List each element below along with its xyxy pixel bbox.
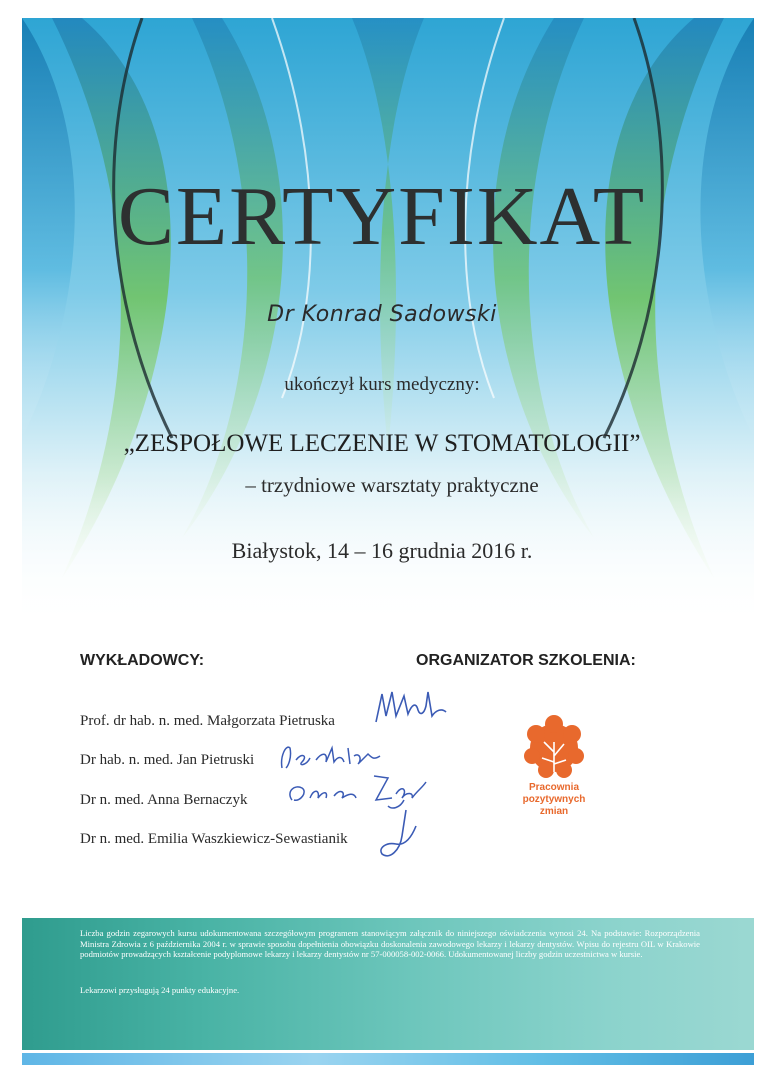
signature-icon (376, 806, 422, 866)
svg-text:pozytywnych: pozytywnych (522, 794, 586, 805)
organizer-logo (518, 712, 590, 824)
course-name: „ZESPOŁOWE LECZENIE W STOMATOLOGII” (123, 430, 641, 457)
organizer-heading: ORGANIZATOR SZKOLENIA: (416, 652, 636, 669)
certificate-title: CERTYFIKAT (117, 170, 647, 263)
course-subtitle: – trzydniowe warsztaty praktyczne (245, 473, 539, 497)
lecturer-name: Dr n. med. Emilia Waszkiewicz-Sewastianik (80, 831, 348, 847)
signature-icon (276, 738, 386, 774)
lecturer-name: Dr hab. n. med. Jan Pietruski (80, 752, 255, 768)
lecturers-heading: WYKŁADOWCY: (80, 652, 205, 669)
svg-text:Pracownia: Pracownia (528, 782, 580, 793)
footer-legal-text: Liczba godzin zegarowych kursu udokumentowana szczegółowym programem stanowiącym załącznik do niniejszego oświadczenia wynosi 24. Na podstawie: Rozporządzenia Ministra Zdrowia z 6 października 2004 r. w sprawie sposobu dopełnienia obowiązku doskonalenia zawodowego lekarzy i lekarzy dentystów. Wpisu do rejestru OIL w Krakowie podmiotów prowadzących kształcenie podyplomowe lekarzy i lekarzy dentystów nr 57-000058-002-0066. Udokumentowanej liczby godzin uczestnictwa w kursie. (80, 928, 700, 960)
signature-icon (372, 686, 458, 728)
place-and-date: Białystok, 14 – 16 grudnia 2016 r. (231, 538, 533, 563)
lecturer-name: Prof. dr hab. n. med. Małgorzata Pietruska (80, 713, 335, 729)
completed-course-line: ukończył kurs medyczny: (284, 374, 480, 395)
svg-text:zmian: zmian (539, 806, 569, 817)
footer-points-text: Lekarzowi przysługują 24 punkty edukacyjne. (80, 985, 240, 995)
lecturer-name: Dr n. med. Anna Bernaczyk (80, 792, 248, 808)
recipient-name: Dr Konrad Sadowski (267, 302, 497, 327)
bottom-decorative-strip (22, 1053, 754, 1065)
